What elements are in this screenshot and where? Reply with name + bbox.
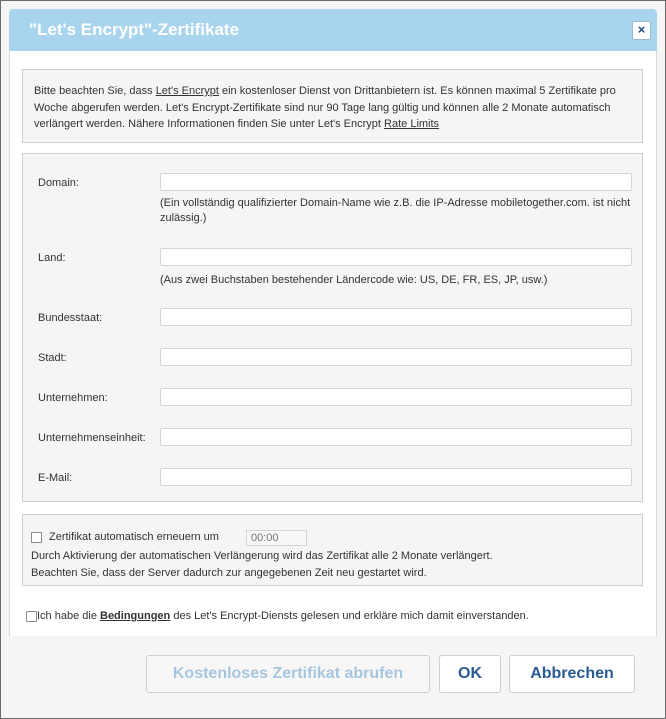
- country-label: Land:: [38, 252, 66, 264]
- terms-text-part: Ich habe die: [37, 610, 100, 622]
- state-label: Bundesstaat:: [38, 312, 103, 324]
- email-input[interactable]: [160, 468, 632, 486]
- company-input[interactable]: [160, 388, 632, 406]
- dialog-titlebar: [9, 9, 657, 51]
- terms-text-part: des Let's Encrypt-Diensts gelesen und erkläre mich damit einverstanden.: [170, 610, 529, 622]
- unit-input[interactable]: [160, 428, 632, 446]
- country-hint: (Aus zwei Buchstaben bestehender Ländercode wie: US, DE, FR, ES, JP, usw.): [160, 274, 548, 286]
- terms-link[interactable]: Bedingungen: [100, 610, 171, 622]
- country-input[interactable]: [160, 248, 632, 266]
- notice-text-part: Bitte beachten Sie, dass: [34, 85, 156, 97]
- state-input[interactable]: [160, 308, 632, 326]
- renew-time-input[interactable]: [246, 530, 307, 546]
- auto-renew-info-2: Beachten Sie, dass der Server dadurch zur angegebenen Zeit neu gestartet wird.: [31, 567, 427, 579]
- unit-label: Unternehmenseinheit:: [38, 432, 146, 444]
- rate-limits-link[interactable]: Rate Limits: [384, 118, 440, 130]
- auto-renew-checkbox[interactable]: [31, 532, 42, 543]
- auto-renew-label: Zertifikat automatisch erneuern um: [49, 531, 219, 543]
- domain-hint: (Ein vollständig qualifizierter Domain-Name wie z.B. die IP-Adresse mobiletogether.com. ist nicht zulässig.): [160, 197, 631, 224]
- dialog-title: "Let's Encrypt"-Zertifikate: [29, 20, 240, 39]
- get-certificate-button[interactable]: Kostenloses Zertifikat abrufen: [146, 655, 430, 693]
- notice-text: [34, 83, 634, 133]
- auto-renew-box: [22, 514, 643, 586]
- email-label: E-Mail:: [38, 472, 73, 484]
- auto-renew-info-1: Durch Aktivierung der automatischen Verlängerung wird das Zertifikat alle 2 Monate verlängert.: [31, 550, 493, 562]
- lets-encrypt-link[interactable]: Let's Encrypt: [155, 85, 219, 97]
- domain-input[interactable]: [160, 173, 632, 191]
- close-icon[interactable]: ×: [632, 21, 651, 40]
- cancel-button[interactable]: Abbrechen: [509, 655, 635, 693]
- notice-text-part: ein kostenloser Dienst von Drittanbietern ist. Es können maximal 5 Zertifikate pro Woche abgerufen werden. Let's Encrypt-Zertifikate sind nur 90 Tage lang gültig und können alle 2 Monate automatisch verlängert werden. Nähere Informationen finden Sie unter Let's Encrypt: [34, 85, 616, 130]
- certificate-form: [22, 153, 643, 502]
- city-input[interactable]: [160, 348, 632, 366]
- ok-button[interactable]: OK: [439, 655, 501, 693]
- company-label: Unternehmen:: [38, 392, 108, 404]
- notice-box: [22, 69, 643, 143]
- terms-text: [37, 610, 529, 622]
- city-label: Stadt:: [38, 352, 67, 364]
- dialog-content: [9, 51, 657, 636]
- terms-checkbox[interactable]: [26, 611, 37, 622]
- domain-label: Domain:: [38, 177, 79, 189]
